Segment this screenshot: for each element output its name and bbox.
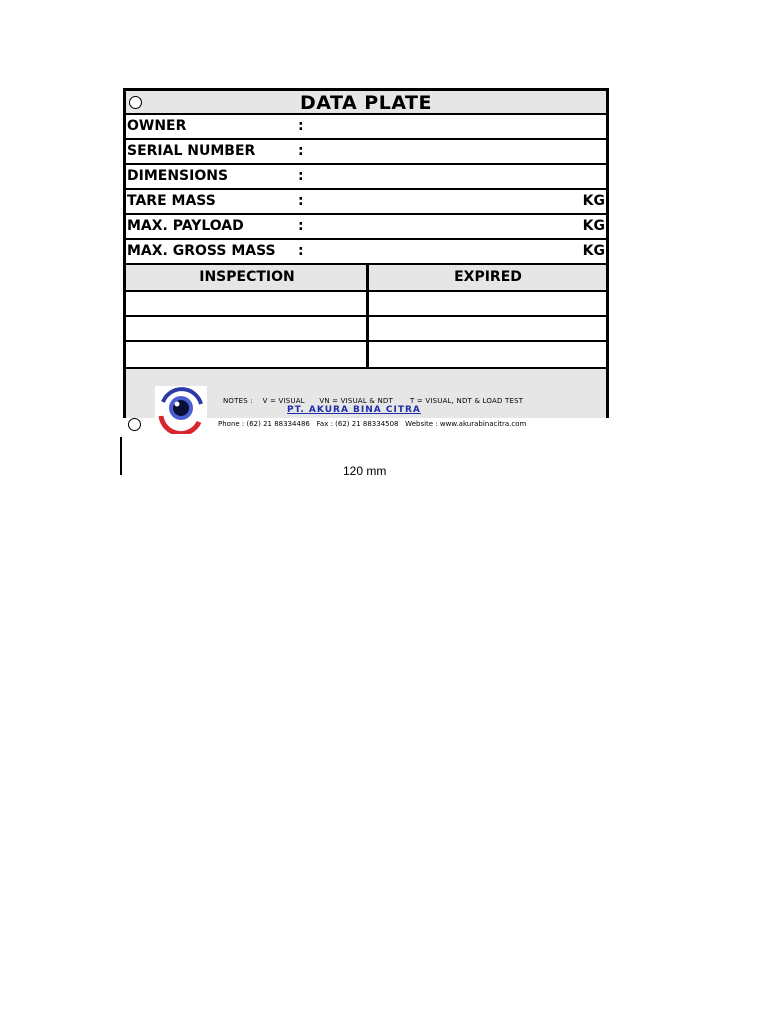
row-unit: KG (582, 243, 605, 259)
row-tare-mass (126, 190, 606, 215)
column-divider (366, 265, 369, 368)
inspection-header: INSPECTION (199, 269, 295, 285)
row-label: MAX. PAYLOAD (127, 218, 244, 234)
row-label: OWNER (127, 118, 187, 134)
dimension-line (120, 437, 122, 475)
row-label: MAX. GROSS MASS (127, 243, 276, 259)
row-max-gross-mass (126, 240, 606, 265)
row-label: DIMENSIONS (127, 168, 229, 184)
row-colon: : (298, 218, 304, 234)
mounting-hole-icon (129, 96, 142, 109)
row-colon: : (298, 118, 304, 134)
row-unit: KG (582, 193, 605, 209)
company-name: PT. AKURA BINA CITRA (287, 405, 421, 415)
plate-title: DATA PLATE (299, 92, 432, 114)
row-max-payload (126, 215, 606, 240)
plate-header (126, 91, 606, 115)
notes-text: NOTES : V = VISUAL VN = VISUAL & NDT T = VISUAL, NDT & LOAD TEST (223, 397, 524, 405)
row-serial-number (126, 140, 606, 165)
dimension-label: 120 mm (343, 464, 387, 478)
row-colon: : (298, 193, 304, 209)
row-colon: : (298, 143, 304, 159)
mounting-hole-icon (128, 418, 141, 431)
row-owner (126, 115, 606, 140)
contact-info: Phone : (62) 21 88334486 Fax : (62) 21 88334508 Website : www.akurabinacitra.com (218, 420, 527, 428)
row-dimensions (126, 165, 606, 190)
row-unit: KG (582, 218, 605, 234)
row-colon: : (298, 168, 304, 184)
expired-header: EXPIRED (454, 269, 522, 285)
company-logo-icon (155, 386, 207, 434)
row-colon: : (298, 243, 304, 259)
row-label: SERIAL NUMBER (127, 143, 256, 159)
data-plate (123, 88, 609, 418)
row-label: TARE MASS (127, 193, 216, 209)
